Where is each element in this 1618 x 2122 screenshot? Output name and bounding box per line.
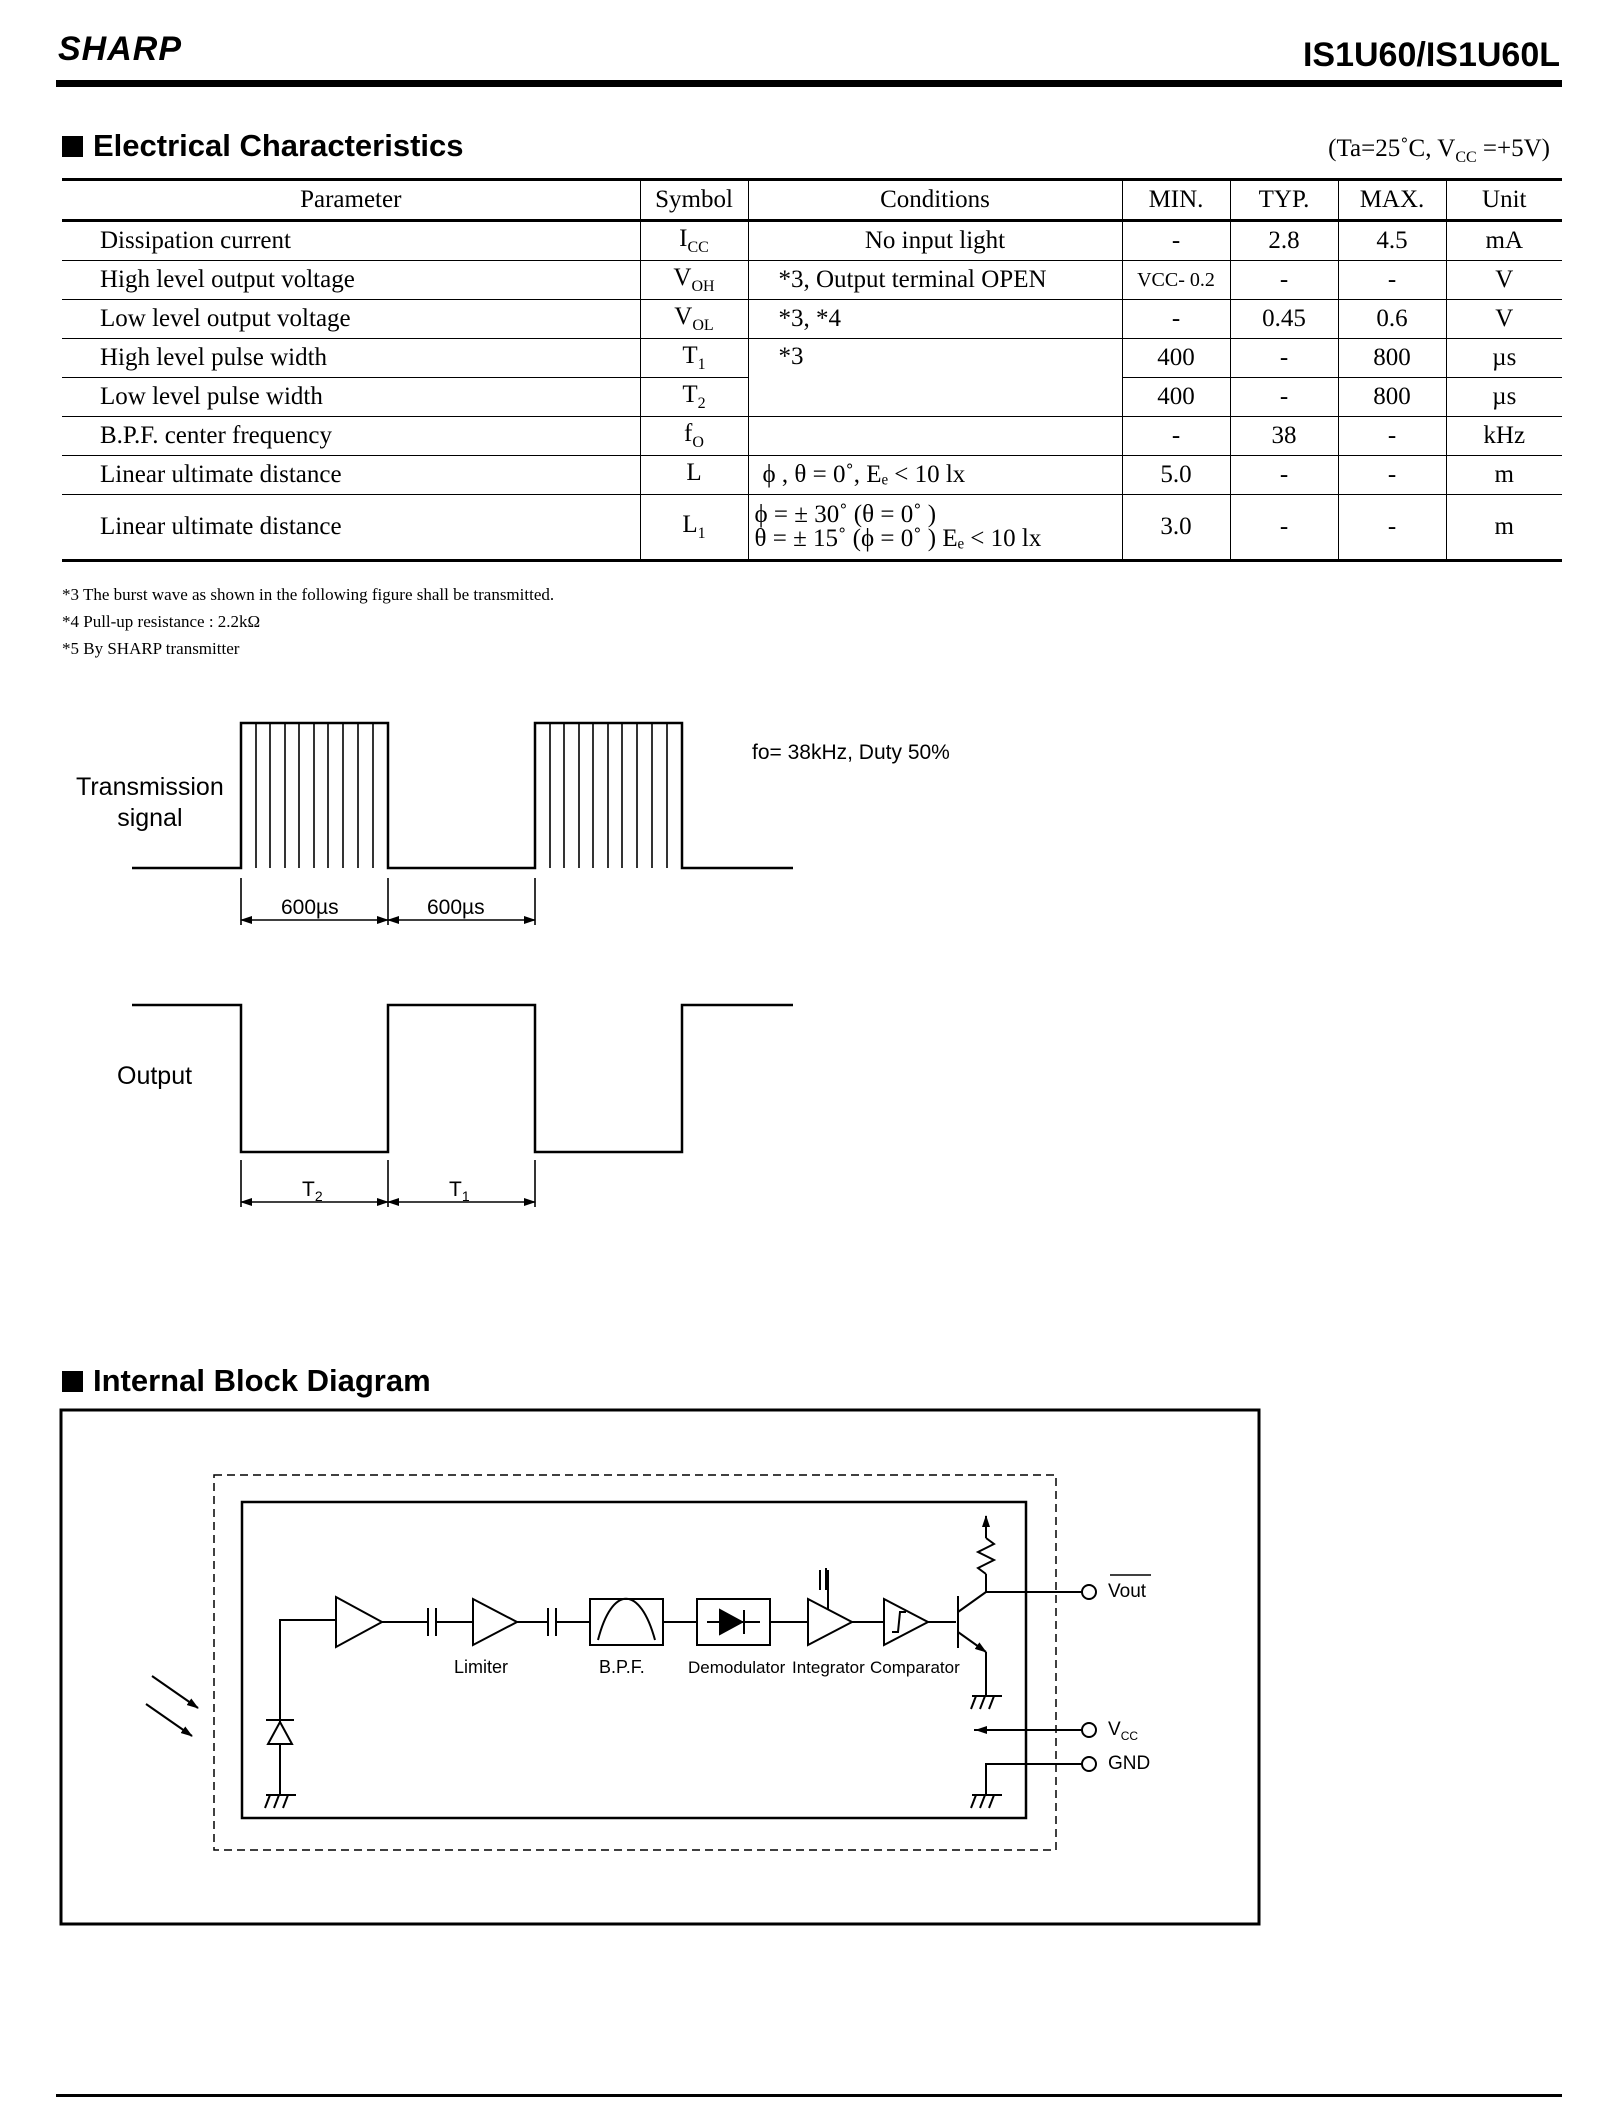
vout-label: Vout — [1108, 1581, 1147, 1602]
sharp-logo: SHARP — [58, 30, 183, 68]
bullet-square-icon — [62, 1371, 83, 1392]
amplifier-icon — [336, 1597, 382, 1647]
header-parameter: Parameter — [300, 186, 402, 213]
header-conditions: Conditions — [748, 180, 1122, 221]
gnd-pin-icon — [1082, 1757, 1096, 1771]
note-5: *5 By SHARP transmitter — [62, 639, 240, 658]
table-row: B.P.F. center frequency $f_O$ - 38 - kHz — [62, 417, 1562, 456]
t1-label: $T_1$ — [449, 1178, 470, 1205]
output-dimension-lines — [241, 1160, 535, 1207]
integrator-capacitor-icon — [820, 1568, 828, 1609]
note-3: *3 The burst wave as shown in the following figure shall be transmitted. — [62, 585, 555, 604]
block-diagram-frame — [61, 1410, 1259, 1924]
bpf-label: B.P.F. — [599, 1657, 645, 1677]
model-number: IS1U60/IS1U60L — [1302, 36, 1560, 74]
ground-icon — [265, 1795, 296, 1808]
pullup-resistor-icon — [978, 1516, 994, 1592]
comparator-icon — [884, 1599, 928, 1645]
limiter-label: Limiter — [454, 1657, 509, 1677]
electrical-section-title: Electrical Characteristics — [62, 128, 464, 164]
table-row: High level output voltage $V_{OH}$ *3, Output terminal OPEN VCC- 0.2 - - V — [62, 261, 1562, 300]
bpf-block-icon — [590, 1599, 663, 1645]
output-transistor-icon — [958, 1592, 986, 1696]
limiter-amplifier-icon — [473, 1599, 517, 1645]
demodulator-block-icon — [697, 1599, 770, 1645]
vcc-label: $V_{CC}$ — [1108, 1719, 1139, 1743]
measurement-conditions: (Ta=25˚C, $V_{CC} =+5V$) — [1328, 135, 1550, 166]
block-section-title: Internal Block Diagram — [62, 1363, 431, 1399]
transmission-signal-label: Transmission signal — [76, 773, 224, 832]
output-label: Output — [117, 1062, 193, 1090]
output-waveform — [132, 1005, 793, 1152]
carrier-note: fo= 38kHz, Duty 50% — [752, 741, 950, 764]
t2-label: $T_2$ — [302, 1178, 323, 1205]
note-4: *4 Pull-up resistance : 2.2kΩ — [62, 612, 261, 631]
dimension-600us-2: 600µs — [427, 896, 485, 919]
ground-icon — [971, 1696, 1002, 1709]
header-typ: TYP. — [1230, 180, 1338, 221]
header-max: MAX. — [1338, 180, 1446, 221]
vout-pin-icon — [1082, 1585, 1096, 1599]
light-arrows-icon — [146, 1676, 198, 1736]
integrator-icon — [808, 1599, 852, 1645]
header-symbol: Symbol — [640, 180, 748, 221]
table-row: Dissipation current $I_{CC}$ No input light - 2.8 4.5 mA — [62, 221, 1562, 261]
table-row: Low level output voltage $V_{OL}$ *3, *4 - 0.45 0.6 V — [62, 300, 1562, 339]
photodiode-icon — [266, 1622, 294, 1795]
table-row: Low level pulse width $T_2$ 400 - 800 µs — [62, 378, 1562, 417]
table-row: Linear ultimate distance L ϕ , θ = 0˚, Eₑ < 10 lx 5.0 - - m — [62, 456, 1562, 495]
header-unit: Unit — [1446, 180, 1562, 221]
ground-icon — [971, 1795, 1002, 1808]
header-min: MIN. — [1122, 180, 1230, 221]
transmission-waveform — [132, 723, 793, 868]
dimension-600us-1: 600µs — [281, 896, 339, 919]
table-row: High level pulse width $T_1$ *3 400 - 800 µs — [62, 339, 1562, 378]
comparator-label: Comparator — [870, 1658, 960, 1677]
vcc-pin-icon — [1082, 1723, 1096, 1737]
gnd-label: GND — [1108, 1753, 1151, 1774]
coupling-capacitor-icon — [548, 1608, 556, 1636]
integrator-label: Integrator — [792, 1658, 865, 1677]
coupling-capacitor-icon — [428, 1608, 436, 1636]
demodulator-label: Demodulator — [688, 1658, 786, 1677]
table-row: Linear ultimate distance $L_1$ ϕ = ± 30˚ (θ = 0˚ ) θ = ± 15˚ (ϕ = 0˚ ) Eₑ < 10 lx 3.0 - - m — [62, 495, 1562, 561]
footer-rule — [56, 2094, 1562, 2097]
